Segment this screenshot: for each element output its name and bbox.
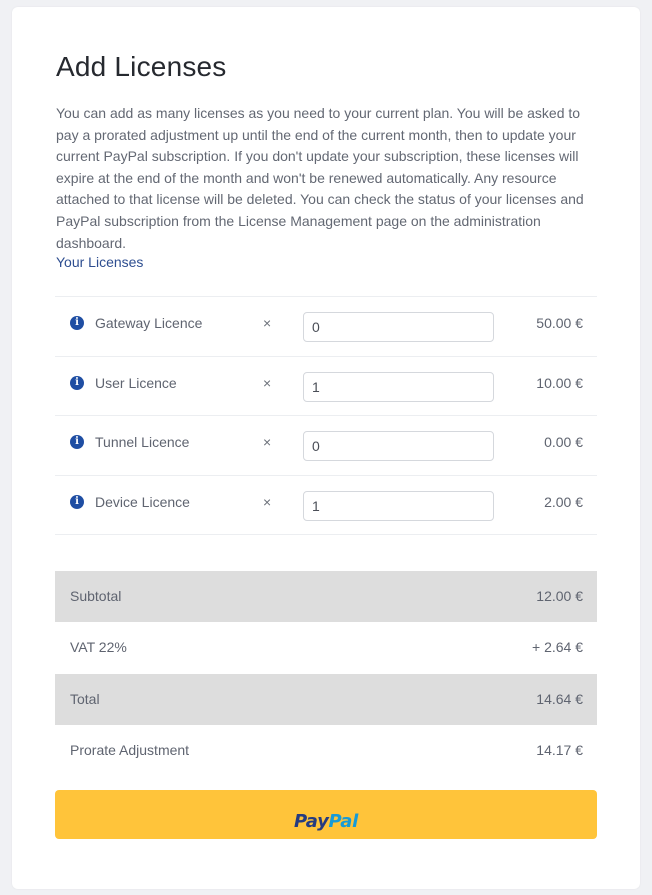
license-name: User Licence: [95, 374, 177, 391]
license-price: 0.00 €: [544, 434, 583, 450]
page-description: You can add as many licenses as you need to your current plan. You will be asked to pay a prorated adjustment up until the end of the current month, then to update your current PayPal subscription. If you don't update your subscription, these licenses will expire at the end of the month and won't be renewed automatically. Any resource attached to that license will be deleted. You can check the status of your licenses and PayPal subscription from the License Management page on the administration dashboard.: [56, 105, 584, 251]
license-name: Gateway Licence: [95, 315, 203, 331]
device-quantity-input[interactable]: [303, 491, 494, 521]
license-row-tunnel: [55, 416, 597, 476]
paypal-logo: [294, 811, 358, 832]
info-icon[interactable]: i: [70, 376, 84, 390]
info-icon[interactable]: i: [70, 495, 84, 509]
license-price: 2.00 €: [544, 493, 583, 510]
tunnel-quantity-input[interactable]: [303, 431, 494, 461]
license-row-gateway: [55, 297, 597, 357]
license-name: Tunnel Licence: [95, 434, 190, 450]
multiply-sign: ×: [263, 374, 272, 391]
vat-value: + 2.64 €: [532, 639, 583, 656]
license-price: 10.00 €: [536, 374, 583, 391]
paypal-logo-pay: Pay: [294, 810, 329, 832]
your-licenses-link[interactable]: Your Licenses: [56, 254, 144, 270]
subtotal-row: [55, 571, 597, 622]
order-summary: [55, 571, 597, 776]
license-price: 50.00 €: [536, 315, 583, 331]
license-name: Device Licence: [95, 493, 190, 510]
license-row-device: [55, 476, 597, 536]
prorate-label: Prorate Adjustment: [70, 741, 190, 758]
multiply-sign: ×: [263, 315, 272, 331]
vat-row: [55, 622, 597, 673]
multiply-sign: ×: [263, 493, 272, 510]
paypal-button[interactable]: [55, 790, 597, 839]
paypal-logo-pal: Pal: [328, 810, 358, 832]
vat-label: VAT 22%: [70, 639, 127, 656]
info-icon[interactable]: i: [70, 435, 84, 449]
prorate-row: [55, 725, 597, 776]
license-table: [55, 296, 597, 535]
page-title: Add Licenses: [56, 51, 227, 82]
gateway-quantity-input[interactable]: [303, 312, 494, 342]
total-value: 14.64 €: [536, 690, 583, 707]
info-icon[interactable]: i: [70, 316, 84, 330]
total-row: [55, 674, 597, 725]
license-row-user: [55, 357, 597, 417]
multiply-sign: ×: [263, 434, 272, 450]
prorate-value: 14.17 €: [536, 741, 583, 758]
subtotal-label: Subtotal: [70, 588, 122, 604]
user-quantity-input[interactable]: [303, 372, 494, 402]
subtotal-value: 12.00 €: [536, 588, 583, 604]
total-label: Total: [70, 690, 100, 707]
add-licenses-card: [12, 7, 640, 889]
